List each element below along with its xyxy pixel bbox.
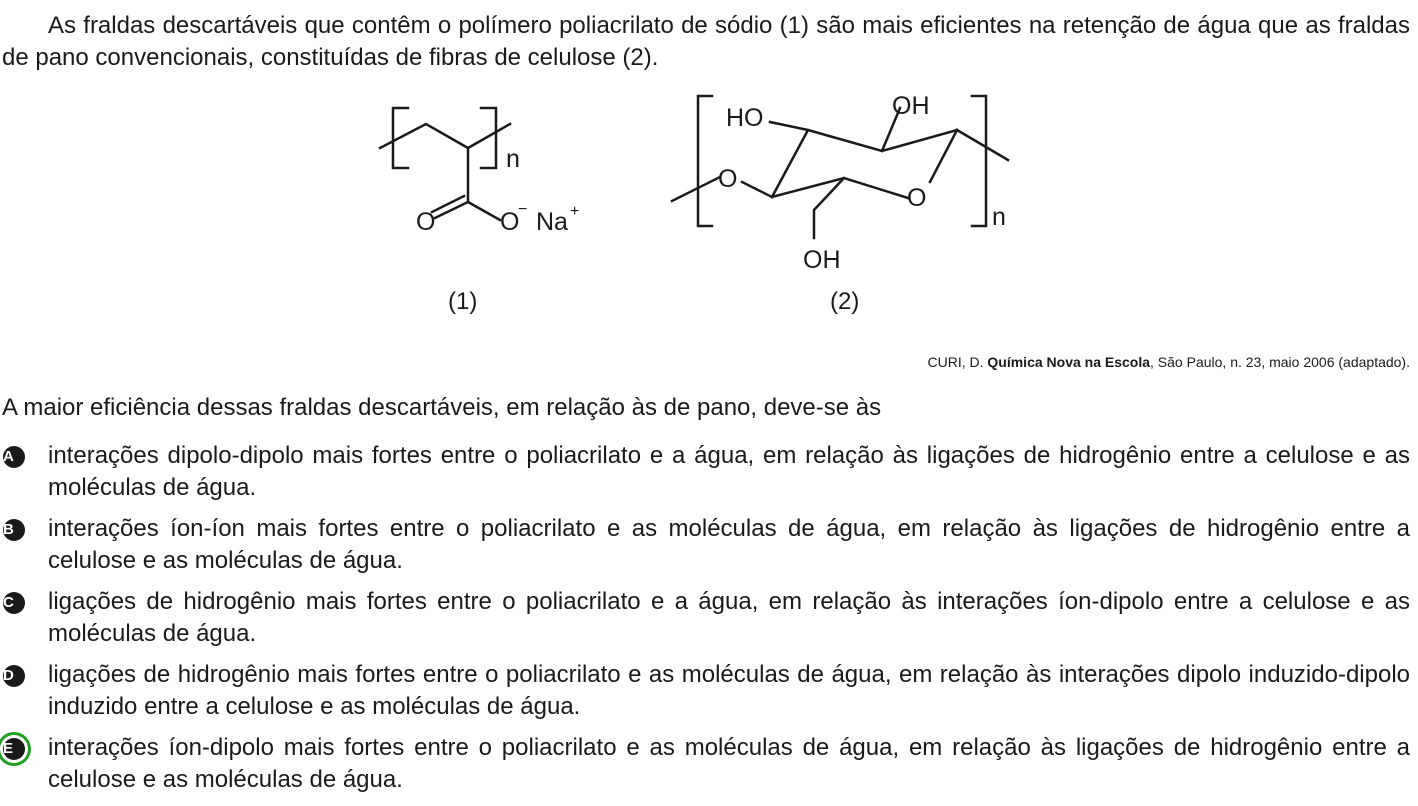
struct2-ring-left bbox=[772, 130, 957, 197]
option-d-letter-badge: D bbox=[3, 665, 25, 687]
option-c-text: ligações de hidrogênio mais fortes entre o poliacrilato e a água, em relação às interações íon-dipolo entre a celulose e as moléculas de água. bbox=[48, 588, 1410, 647]
source-author: CURI, D. bbox=[927, 354, 988, 370]
struct1-co-double-bond-b bbox=[432, 196, 464, 212]
answer-options bbox=[0, 440, 1410, 805]
source-details: , São Paulo, n. 23, maio 2006 (adaptado). bbox=[1150, 354, 1410, 370]
option-d[interactable] bbox=[0, 659, 1410, 723]
source-citation bbox=[928, 353, 1410, 371]
option-a-letter-badge: A bbox=[3, 446, 25, 468]
struct1-sodium-cation: Na bbox=[536, 208, 568, 236]
struct2-ring-o-bond bbox=[930, 130, 957, 182]
option-c[interactable] bbox=[0, 586, 1410, 650]
figure-label-1: (1) bbox=[448, 288, 478, 315]
intro-text: As fraldas descartáveis que contêm o polímero poliacrilato de sódio (1) são mais eficientes na retenção de água que as fraldas de pano convencionais, constituídas de fibras de celulose (2). bbox=[2, 12, 1410, 71]
struct2-glycosidic-oxygen: O bbox=[718, 165, 738, 193]
struct2-right-bracket bbox=[972, 96, 986, 226]
struct2-right-bond bbox=[957, 130, 1008, 160]
structures-svg bbox=[360, 86, 1040, 286]
option-e-letter-badge-highlighted: E bbox=[3, 738, 25, 760]
option-e[interactable] bbox=[0, 732, 1410, 796]
struct1-anion-charge: − bbox=[518, 201, 528, 218]
struct2-oh-bottom-group: OH bbox=[803, 246, 841, 274]
struct2-o-c4-bond bbox=[742, 182, 772, 197]
struct2-ch2-bond bbox=[814, 178, 844, 238]
option-b-letter-badge: B bbox=[3, 519, 25, 541]
struct1-n-subscript: n bbox=[506, 145, 520, 173]
struct1-co-double-bond-a bbox=[435, 202, 468, 218]
polymer-structures-figure bbox=[360, 86, 1040, 326]
struct2-ring-oxygen: O bbox=[907, 184, 927, 212]
intro-paragraph bbox=[2, 10, 1410, 74]
struct2-n-subscript: n bbox=[992, 203, 1006, 231]
option-c-letter-badge: C bbox=[3, 592, 25, 614]
option-d-text: ligações de hidrogênio mais fortes entre o poliacrilato e as moléculas de água, em relação às interações dipolo induzido-dipolo induzido entre a celulose e as moléculas de água. bbox=[48, 661, 1410, 720]
struct1-cation-charge: + bbox=[570, 203, 580, 220]
question-stem: A maior eficiência dessas fraldas descartáveis, em relação às de pano, deve-se às bbox=[2, 394, 882, 421]
option-b-text: interações íon-íon mais fortes entre o poliacrilato e as moléculas de água, em relação às ligações de hidrogênio entre a celulose e as moléculas de água. bbox=[48, 515, 1410, 574]
struct2-ho-group: HO bbox=[726, 104, 764, 132]
figure-label-2: (2) bbox=[830, 288, 860, 315]
option-a[interactable] bbox=[0, 440, 1410, 504]
option-a-text: interações dipolo-dipolo mais fortes entre o poliacrilato e a água, em relação às ligações de hidrogênio entre a celulose e as moléculas de água. bbox=[48, 442, 1410, 501]
struct1-co-single-bond bbox=[468, 202, 500, 220]
struct2-left-bond bbox=[672, 177, 720, 201]
struct1-anion-oxygen: O bbox=[500, 208, 520, 236]
source-journal: Química Nova na Escola bbox=[987, 354, 1151, 370]
option-e-text: interações íon-dipolo mais fortes entre o poliacrilato e as moléculas de água, em relação às ligações de hidrogênio entre a celulose e as moléculas de água. bbox=[48, 734, 1410, 793]
option-b[interactable] bbox=[0, 513, 1410, 577]
struct2-oh-top-group: OH bbox=[892, 92, 930, 120]
struct1-backbone bbox=[380, 124, 510, 148]
struct2-ho-bond bbox=[770, 122, 808, 130]
struct2-left-bracket bbox=[698, 96, 712, 226]
struct1-carbonyl-oxygen: O bbox=[416, 208, 436, 236]
